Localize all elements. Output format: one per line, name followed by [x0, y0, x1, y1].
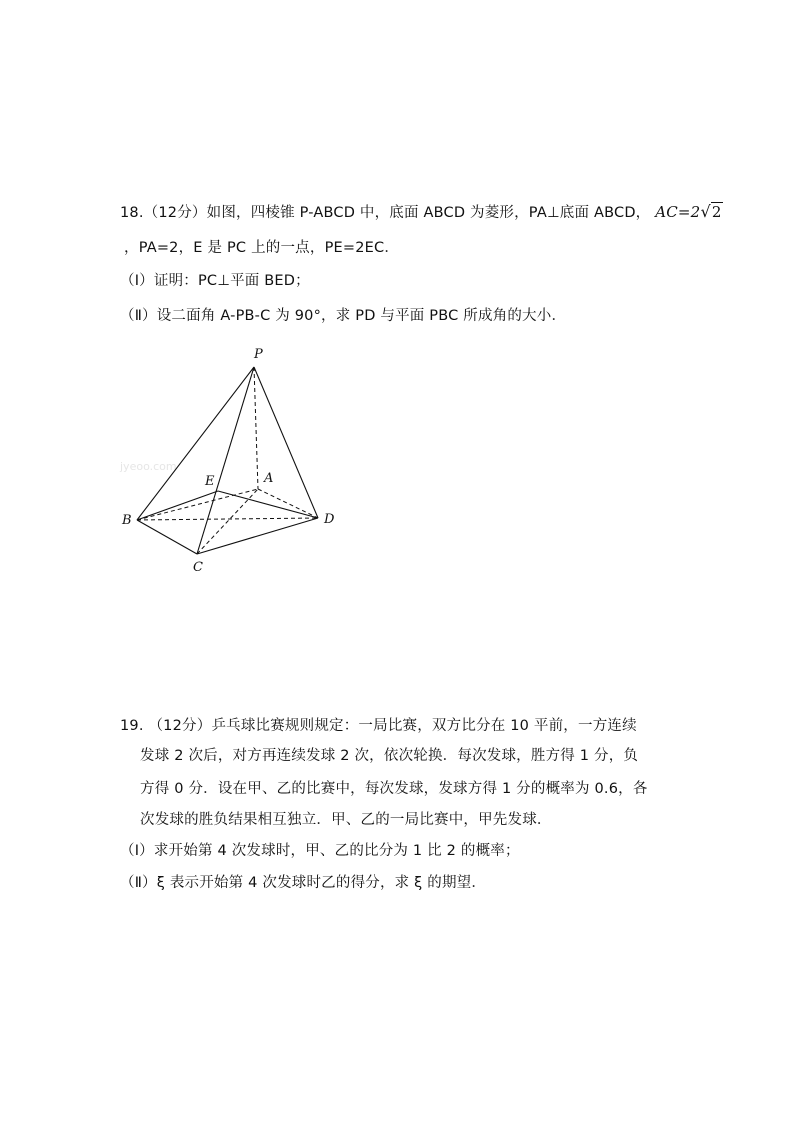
sqrt-symbol: √2 — [700, 202, 722, 221]
edge-BE — [137, 491, 218, 520]
edge-PB — [137, 367, 254, 520]
edge-BA — [137, 489, 258, 520]
edge-PC — [197, 367, 254, 554]
figure-watermark: jyeoo.com — [120, 460, 177, 473]
q19-line2: 发球 2 次后，对方再连续发球 2 次，依次轮换．每次发球，胜方得 1 分，负 — [140, 748, 639, 764]
q19-line4: 次发球的胜负结果相互独立．甲、乙的一局比赛中，甲先发球． — [140, 812, 552, 828]
q18-text2: ，PA=2，E 是 PC 上的一点，PE=2EC． — [124, 240, 400, 256]
q18-part2: （Ⅱ）设二面角 A-PB-C 为 90°，求 PD 与平面 PBC 所成角的大小． — [120, 308, 567, 324]
q19-part1: （Ⅰ）求开始第 4 次发球时，甲、乙的比分为 1 比 2 的概率； — [120, 843, 520, 859]
q18-part1: （Ⅰ）证明：PC⊥平面 BED； — [120, 273, 310, 289]
q18-ac-root: 2 — [711, 203, 722, 221]
q19-text1: 乒乓球比赛规则规定：一局比赛，双方比分在 10 平前，一方连续 — [211, 718, 637, 734]
vertex-label-B: B — [122, 513, 132, 528]
edge-PD — [254, 367, 318, 518]
q18-number: 18. — [120, 205, 144, 221]
q19-score: （12分） — [148, 718, 212, 734]
edge-PA — [254, 367, 258, 489]
q18-text1: 如图，四棱锥 P-ABCD 中，底面 ABCD 为菱形，PA⊥底面 ABCD， — [206, 205, 651, 221]
diagonal-BD — [137, 518, 318, 520]
edge-CD — [197, 518, 318, 554]
q19-number: 19. — [120, 718, 144, 734]
q19-part2: （Ⅱ）ξ 表示开始第 4 次发球时乙的得分，求 ξ 的期望． — [120, 875, 487, 891]
vertex-label-D: D — [324, 512, 335, 527]
edge-AD — [258, 489, 318, 518]
vertex-label-C: C — [193, 560, 203, 575]
edge-BC — [137, 520, 197, 554]
diagonal-AC — [197, 489, 258, 554]
vertex-label-P: P — [254, 347, 263, 362]
q18-ac-prefix: AC=2 — [655, 203, 701, 221]
vertex-label-E: E — [205, 474, 215, 489]
q18-score: （12分） — [143, 205, 207, 221]
vertex-label-A: A — [264, 471, 274, 486]
q19-line1 — [120, 716, 637, 736]
q19-line3: 方得 0 分．设在甲、乙的比赛中，每次发球，发球方得 1 分的概率为 0.6，各 — [140, 781, 648, 797]
